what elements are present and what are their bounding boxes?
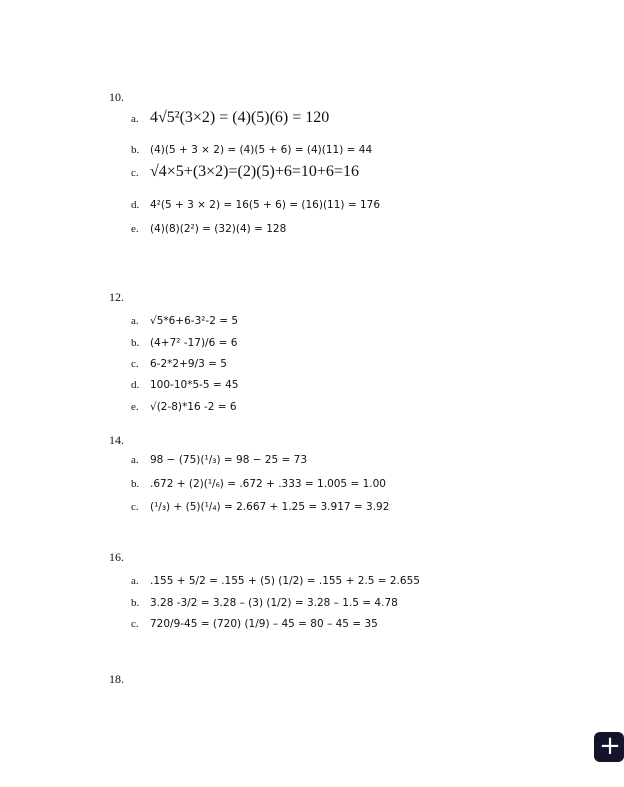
problem-14-number: 14. bbox=[109, 433, 124, 447]
item-expression: √(2-8)*16 -2 = 6 bbox=[150, 401, 237, 413]
problem-10-item-a bbox=[131, 109, 329, 127]
item-label: c. bbox=[131, 618, 139, 630]
problem-16-item-c bbox=[131, 614, 378, 632]
item-expression: 4√5²(3×2) = (4)(5)(6) = 120 bbox=[150, 109, 330, 126]
item-label: a. bbox=[131, 315, 139, 327]
item-expression: 98 − (75)(¹/₃) = 98 − 25 = 73 bbox=[150, 454, 308, 466]
item-expression: .672 + (2)(¹/₆) = .672 + .333 = 1.005 = 1.00 bbox=[150, 478, 386, 490]
item-expression: .155 + 5/2 = .155 + (5) (1/2) = .155 + 2.5 = 2.655 bbox=[150, 575, 420, 587]
plus-icon: + bbox=[599, 731, 621, 761]
item-label: d. bbox=[131, 379, 140, 391]
item-expression: 6-2*2+9/3 = 5 bbox=[150, 358, 227, 370]
item-expression: 4²(5 + 3 × 2) = 16(5 + 6) = (16)(11) = 176 bbox=[150, 199, 381, 211]
problem-10-item-b bbox=[131, 140, 372, 158]
item-label: c. bbox=[131, 167, 139, 179]
item-label: b. bbox=[131, 144, 140, 156]
item-label: e. bbox=[131, 401, 139, 413]
item-expression: 3.28 -3/2 = 3.28 – (3) (1/2) = 3.28 – 1.5 = 4.78 bbox=[150, 597, 398, 609]
problem-12-item-c bbox=[131, 354, 227, 372]
item-expression: (4+7² -17)/6 = 6 bbox=[150, 337, 238, 349]
problem-12-number: 12. bbox=[109, 290, 124, 304]
problem-12-item-b bbox=[131, 333, 237, 351]
problem-14-item-c bbox=[131, 497, 389, 515]
item-label: b. bbox=[131, 337, 140, 349]
item-label: d. bbox=[131, 199, 140, 211]
problem-16-item-a bbox=[131, 571, 420, 589]
item-label: a. bbox=[131, 113, 139, 125]
item-expression: 100-10*5-5 = 45 bbox=[150, 379, 239, 391]
problem-14-item-a bbox=[131, 450, 307, 468]
problem-10-number: 10. bbox=[109, 90, 124, 104]
problem-12-item-d bbox=[131, 375, 238, 393]
problem-16-number: 16. bbox=[109, 550, 124, 564]
item-expression: (4)(5 + 3 × 2) = (4)(5 + 6) = (4)(11) = 44 bbox=[150, 144, 373, 156]
item-label: b. bbox=[131, 597, 140, 609]
item-label: e. bbox=[131, 223, 139, 235]
add-button[interactable] bbox=[594, 732, 624, 762]
problem-12-item-e bbox=[131, 397, 237, 415]
problem-10-item-c bbox=[131, 163, 359, 181]
item-expression: (4)(8)(2²) = (32)(4) = 128 bbox=[150, 223, 287, 235]
problem-16-item-b bbox=[131, 593, 398, 611]
problem-14-item-b bbox=[131, 474, 386, 492]
item-expression: 720/9-45 = (720) (1/9) – 45 = 80 – 45 = 35 bbox=[150, 618, 378, 630]
item-expression: √5*6+6-3²-2 = 5 bbox=[150, 315, 239, 327]
item-label: c. bbox=[131, 358, 139, 370]
item-expression: √4×5+(3×2)=(2)(5)+6=10+6=16 bbox=[150, 163, 359, 180]
item-label: a. bbox=[131, 575, 139, 587]
item-label: c. bbox=[131, 501, 139, 513]
item-expression: (¹/₃) + (5)(¹/₄) = 2.667 + 1.25 = 3.917 = 3.92 bbox=[150, 501, 390, 513]
item-label: a. bbox=[131, 454, 139, 466]
problem-10-item-e bbox=[131, 219, 286, 237]
item-label: b. bbox=[131, 478, 140, 490]
problem-10-item-d bbox=[131, 195, 380, 213]
problem-18-number: 18. bbox=[109, 672, 124, 686]
problem-12-item-a bbox=[131, 311, 238, 329]
